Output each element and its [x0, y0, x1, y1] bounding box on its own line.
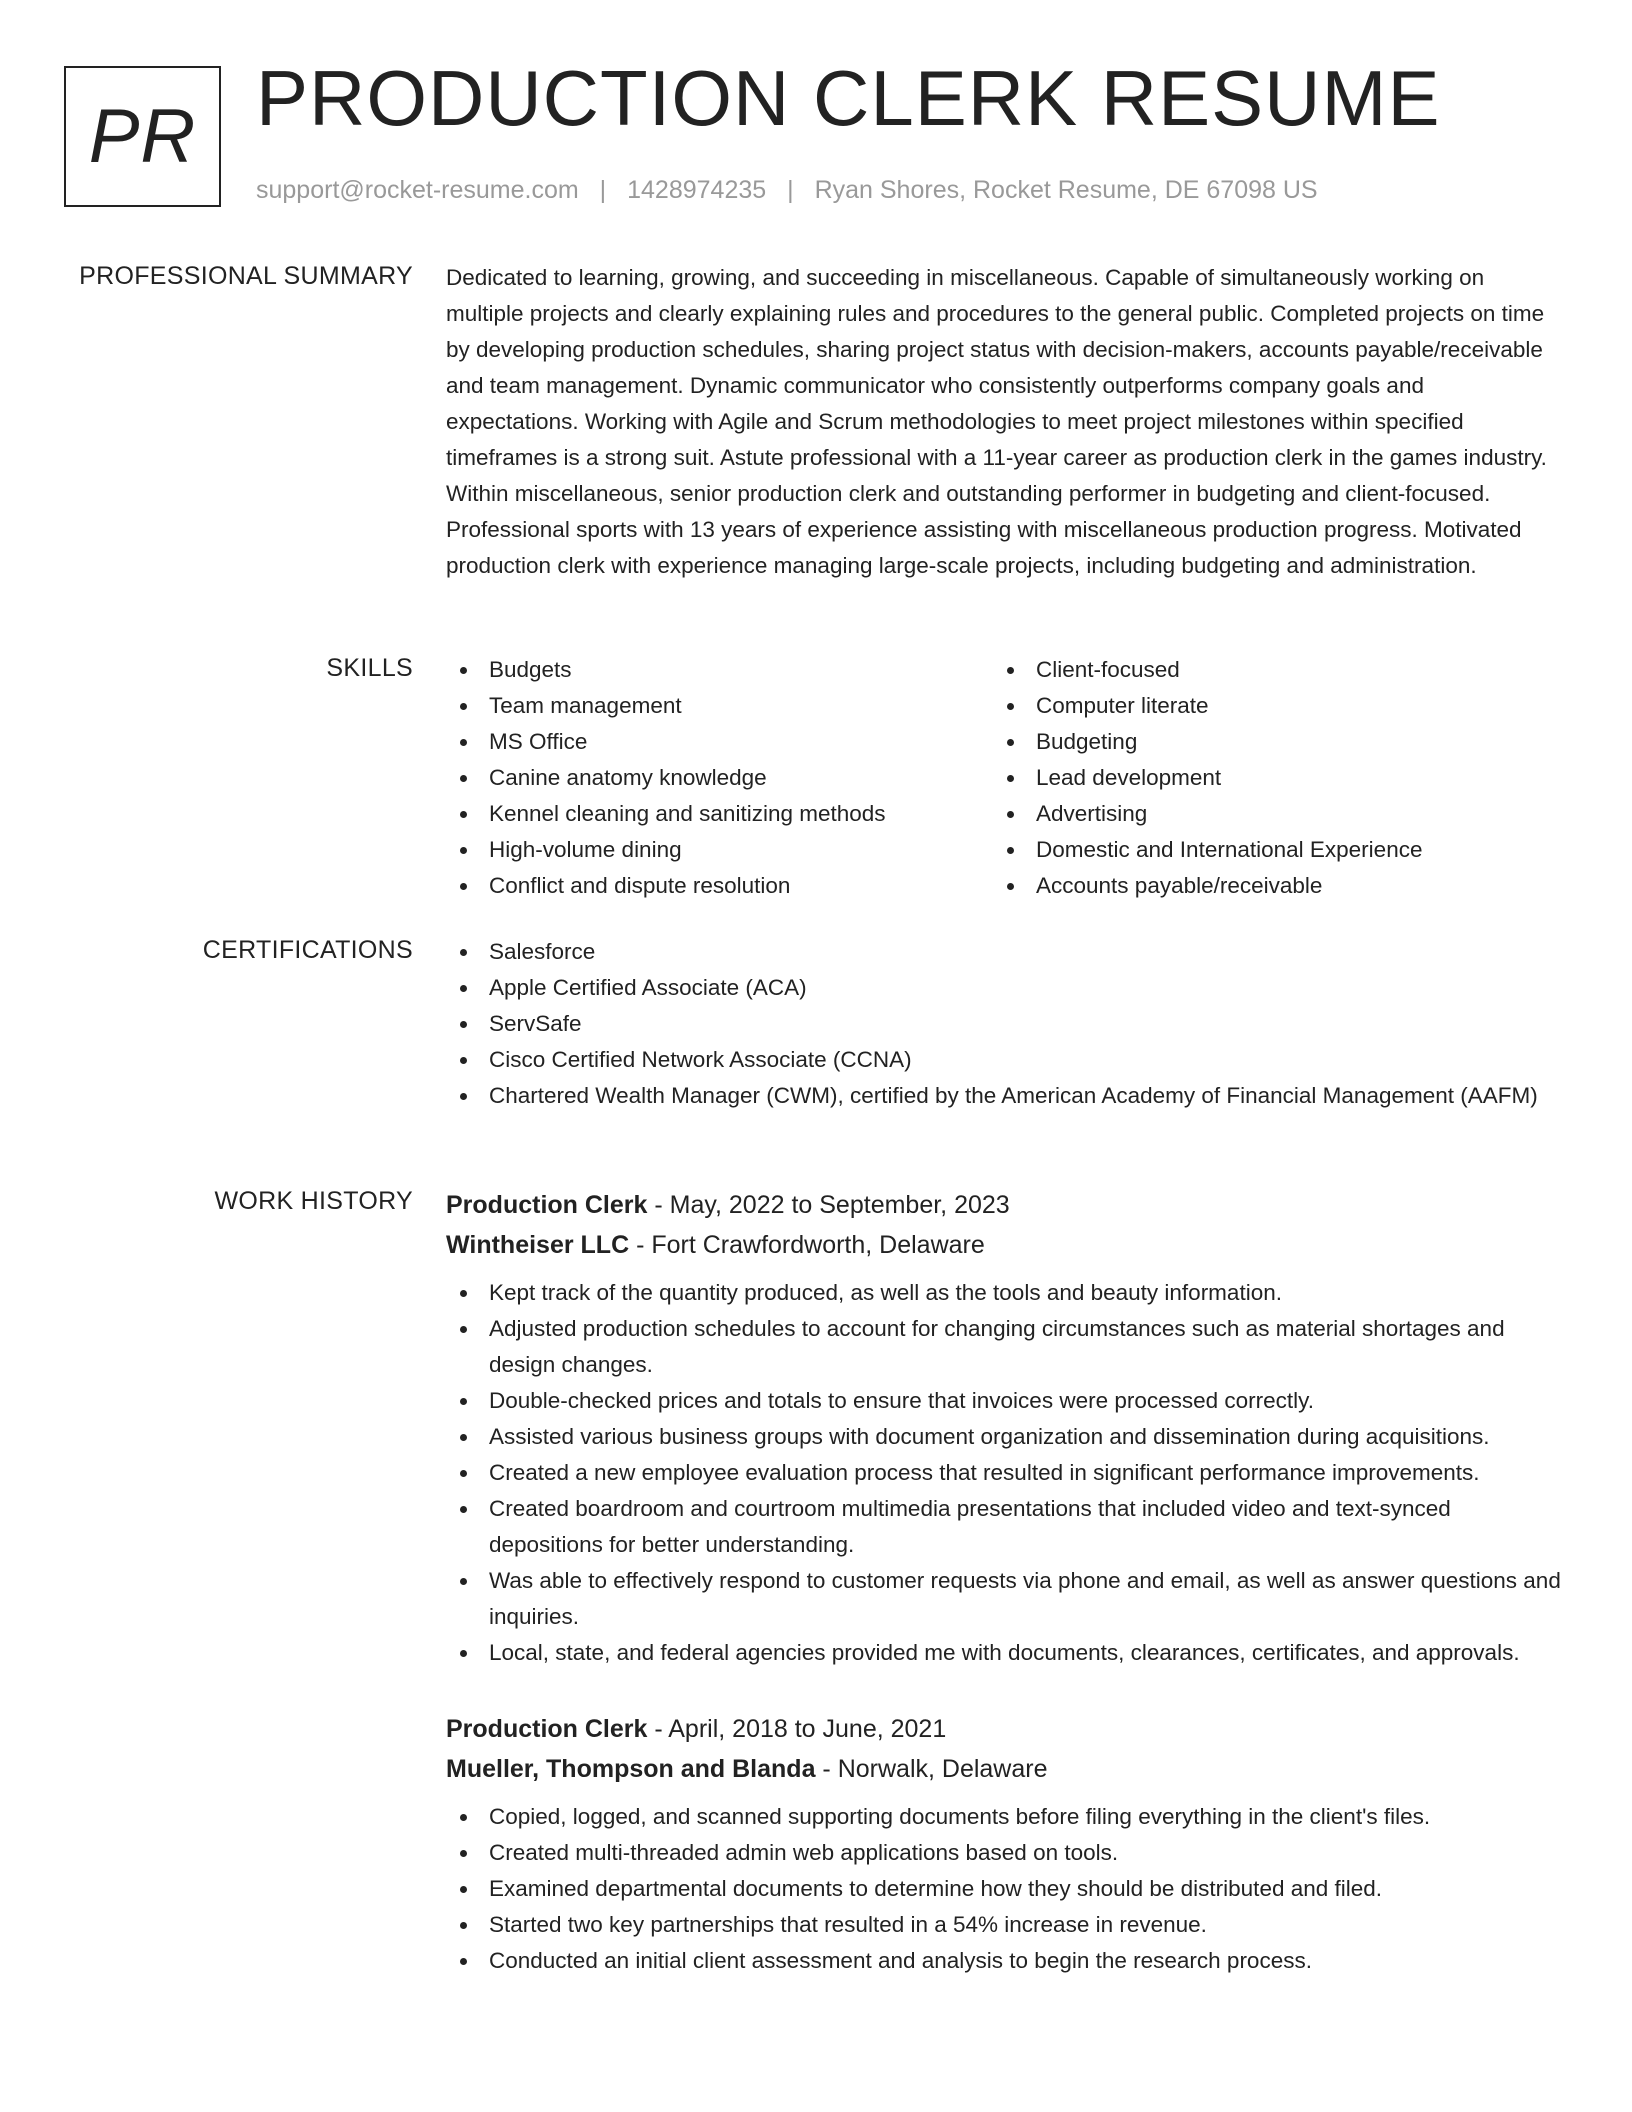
skill-item: High-volume dining — [446, 832, 993, 868]
job-company-line — [446, 1225, 1561, 1265]
job-duty: Assisted various business groups with document organization and dissemination during acquisitions. — [446, 1419, 1561, 1455]
contact-separator: | — [787, 176, 794, 204]
skills-heading: SKILLS — [326, 654, 413, 682]
job-duty: Examined departmental documents to determine how they should be distributed and filed. — [446, 1871, 1561, 1907]
job-title: Production Clerk — [446, 1715, 648, 1743]
certifications-content — [446, 934, 1561, 1114]
job-duty: Created multi-threaded admin web applications based on tools. — [446, 1835, 1561, 1871]
contact-address: Ryan Shores, Rocket Resume, DE 67098 US — [814, 176, 1318, 204]
summary-heading: PROFESSIONAL SUMMARY — [79, 262, 413, 290]
job-duty: Was able to effectively respond to customer requests via phone and email, as well as answer questions and inquiries. — [446, 1563, 1561, 1635]
skills-list-right — [993, 652, 1540, 904]
resume-title: PRODUCTION CLERK RESUME — [256, 54, 1441, 142]
job-company-line — [446, 1749, 1561, 1789]
job-duty: Adjusted production schedules to account for changing circumstances such as material shortages and design changes. — [446, 1311, 1561, 1383]
certification-item: ServSafe — [446, 1006, 1561, 1042]
job-duties-list — [446, 1799, 1561, 1979]
work-history-content — [446, 1185, 1561, 1979]
summary-text: Dedicated to learning, growing, and succeeding in miscellaneous. Capable of simultaneously working on multiple projects and clearly explaining rules and procedures to the general public. Completed projects on time by developing production schedules, sharing project status with decision-makers, accounts payable/receivable and team management. Dynamic communicator who consistently outperforms company goals and expectations. Working with Agile and Scrum methodologies to meet project milestones within specified timeframes is a strong suit. Astute professional with a 11-year career as production clerk in the games industry. Within miscellaneous, senior production clerk and outstanding performer in budgeting and client-focused. Professional sports with 13 years of experience assisting with miscellaneous production progress. Motivated production clerk with experience managing large-scale projects, including budgeting and administration. — [446, 265, 1547, 578]
skill-item: Advertising — [993, 796, 1540, 832]
job-entry — [446, 1185, 1561, 1671]
job-location: - Norwalk, Delaware — [815, 1755, 1048, 1783]
contact-line — [256, 174, 1318, 206]
skill-item: Computer literate — [993, 688, 1540, 724]
skill-item: Client-focused — [993, 652, 1540, 688]
monogram-initials: PR — [88, 93, 197, 179]
skill-item: Lead development — [993, 760, 1540, 796]
skill-item: Conflict and dispute resolution — [446, 868, 993, 904]
job-duty: Created a new employee evaluation process that resulted in significant performance improvements. — [446, 1455, 1561, 1491]
job-duties-list — [446, 1275, 1561, 1671]
certifications-list — [446, 934, 1561, 1114]
job-title: Production Clerk — [446, 1191, 648, 1219]
skills-list-left — [446, 652, 993, 904]
certification-item: Chartered Wealth Manager (CWM), certified by the American Academy of Financial Management (AAFM) — [446, 1078, 1561, 1114]
skill-item: MS Office — [446, 724, 993, 760]
job-duty: Created boardroom and courtroom multimedia presentations that included video and text-synced depositions for better understanding. — [446, 1491, 1561, 1563]
job-duty: Copied, logged, and scanned supporting documents before filing everything in the client's files. — [446, 1799, 1561, 1835]
skill-item: Budgets — [446, 652, 993, 688]
job-company: Mueller, Thompson and Blanda — [446, 1755, 816, 1783]
job-title-line — [446, 1185, 1561, 1225]
summary-content — [446, 260, 1561, 584]
skill-item: Kennel cleaning and sanitizing methods — [446, 796, 993, 832]
certifications-heading: CERTIFICATIONS — [202, 936, 413, 964]
certification-item: Apple Certified Associate (ACA) — [446, 970, 1561, 1006]
certification-item: Salesforce — [446, 934, 1561, 970]
job-duty: Started two key partnerships that resulted in a 54% increase in revenue. — [446, 1907, 1561, 1943]
job-title-line — [446, 1709, 1561, 1749]
monogram-box — [64, 66, 221, 207]
certification-item: Cisco Certified Network Associate (CCNA) — [446, 1042, 1561, 1078]
job-duty: Local, state, and federal agencies provided me with documents, clearances, certificates, and approvals. — [446, 1635, 1561, 1671]
skill-item: Domestic and International Experience — [993, 832, 1540, 868]
job-duty: Conducted an initial client assessment and analysis to begin the research process. — [446, 1943, 1561, 1979]
job-dates: - April, 2018 to June, 2021 — [647, 1715, 947, 1743]
skills-content — [446, 652, 1561, 904]
work-history-heading: WORK HISTORY — [214, 1187, 413, 1215]
job-duty: Double-checked prices and totals to ensure that invoices were processed correctly. — [446, 1383, 1561, 1419]
skill-item: Budgeting — [993, 724, 1540, 760]
job-entry — [446, 1709, 1561, 1979]
job-company: Wintheiser LLC — [446, 1231, 630, 1259]
skill-item: Team management — [446, 688, 993, 724]
contact-phone[interactable]: 1428974235 — [627, 176, 767, 204]
skill-item: Accounts payable/receivable — [993, 868, 1540, 904]
contact-email[interactable]: support@rocket-resume.com — [256, 176, 579, 204]
job-duty: Kept track of the quantity produced, as well as the tools and beauty information. — [446, 1275, 1561, 1311]
contact-separator: | — [599, 176, 607, 204]
job-dates: - May, 2022 to September, 2023 — [647, 1191, 1010, 1219]
job-location: - Fort Crawfordworth, Delaware — [629, 1231, 985, 1259]
skill-item: Canine anatomy knowledge — [446, 760, 993, 796]
